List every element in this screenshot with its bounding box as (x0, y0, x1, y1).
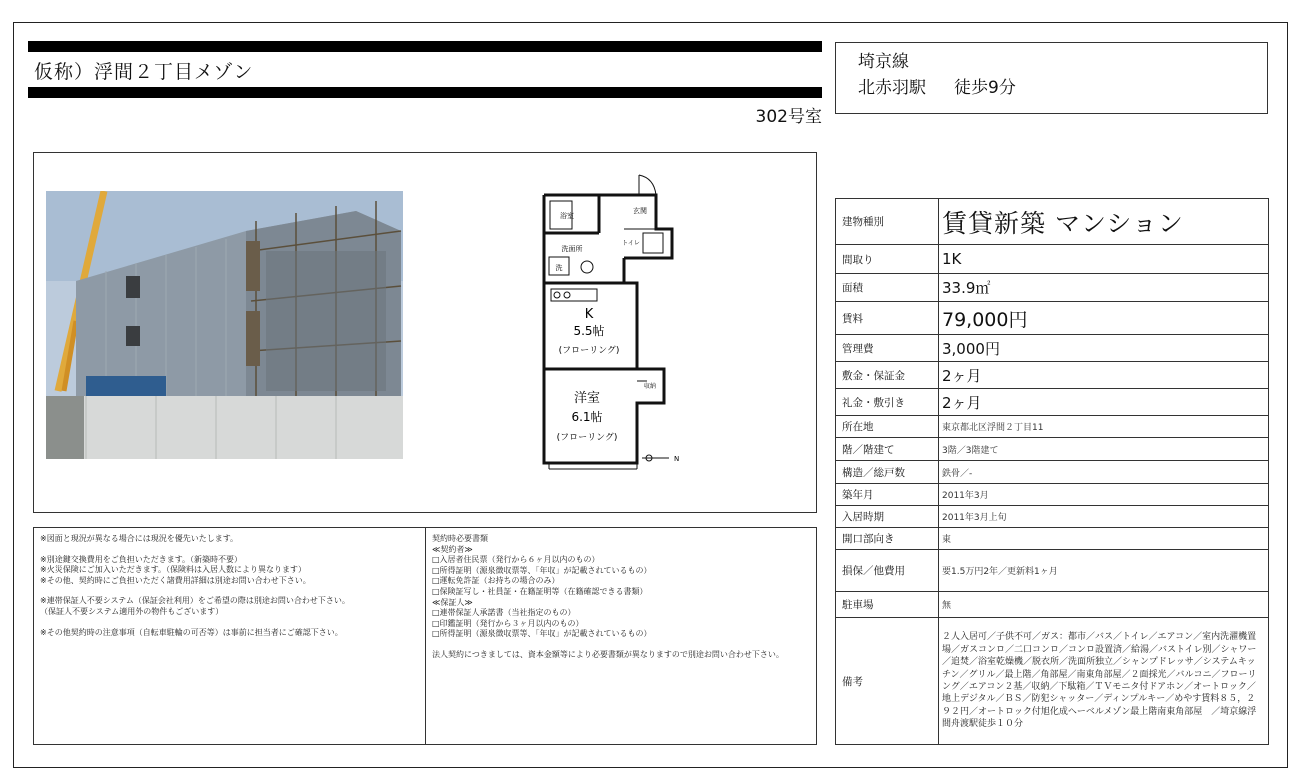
spec-label: 建物種別 (836, 199, 939, 245)
fp-kitchen-floor: (フローリング) (558, 346, 620, 356)
spec-label: 間取り (836, 245, 939, 274)
spec-value-type: 賃貸新築 マンション (939, 199, 1269, 245)
spec-value-built: 2011年3月 (939, 484, 1269, 506)
note-line: □所得証明（源泉徴収票等、「年収」が記載されているもの） (432, 565, 652, 575)
note-line: □入居者住民票（発行から６ヶ月以内のもの） (432, 555, 600, 565)
spec-row-area (836, 274, 1269, 302)
station-name: 北赤羽駅 (858, 78, 926, 98)
spec-label: 面積 (836, 274, 939, 302)
spec-value-structure: 鉄骨／- (939, 461, 1269, 484)
fp-laundry: 洗 (555, 264, 563, 272)
title-bar-top (28, 41, 822, 52)
room-number: 302号室 (755, 107, 822, 127)
spec-value-remarks: ２人入居可／子供不可／ガス：都市／バス／トイレ／エアコン／室内洗濯機置場／ガスコンロ／二口コンロ／コンロ設置済／給湯／バストイレ別／シャワー／追焚／浴室乾燥機／脱衣所／洗面所独立／シャンプドレッサ／システムキッチン／グリル／最上階／角部屋／南東角部屋／２面採光／バルコニ／フローリング／エアコン２基／収納／下駄箱／ＴＶモニタ付ドアホン／オートロック／地上デジタル／ＢＳ／防犯シャッター／ディンプルキー／めやす賃料８５，２９２円／オートロック付旭化成ヘーベルメゾン最上階南東角部屋 ／埼京線浮間舟渡駅徒歩１０分 (939, 618, 1269, 745)
spec-label: 駐車場 (836, 592, 939, 618)
fp-entrance: 玄関 (633, 207, 647, 215)
spec-label: 礼金・敷引き (836, 389, 939, 416)
floor-plan (539, 173, 689, 493)
notes-right (432, 534, 812, 661)
spec-row-keymoney (836, 389, 1269, 416)
spec-row-movein (836, 506, 1269, 528)
spec-label: 賃料 (836, 302, 939, 335)
spec-row-rent (836, 302, 1269, 335)
spec-value-keymoney: 2ヶ月 (939, 389, 1269, 416)
note-line: ※その他、契約時にご負担いただく諸費用詳細は別途お問い合わせ下さい。 (40, 575, 311, 585)
spec-value-deposit: 2ヶ月 (939, 362, 1269, 389)
fp-western-floor: (フローリング) (556, 433, 618, 443)
walk-time: 徒歩9分 (954, 78, 1016, 98)
fp-north: N (674, 455, 680, 463)
fp-western-label: 洋室 (573, 391, 601, 406)
floor-plan-drawing (539, 173, 689, 493)
spec-label: 備考 (836, 618, 939, 745)
spec-row-remarks (836, 618, 1269, 745)
spec-value-mgmt: 3,000円 (939, 335, 1269, 362)
spec-value-layout: 1K (939, 245, 1269, 274)
note-line: □運転免許証（お持ちの場合のみ） (432, 576, 560, 586)
property-title: 仮称）浮間２丁目メゾン (34, 61, 254, 83)
note-line: □印鑑証明（発行から３ヶ月以内のもの） (432, 618, 584, 628)
spec-value-damage: 要1.5万円2年／更新料1ヶ月 (939, 550, 1269, 592)
fp-western-size: 6.1帖 (571, 410, 603, 424)
spec-value-movein: 2011年3月上旬 (939, 506, 1269, 528)
note-line: ≪保証人≫ (432, 597, 473, 607)
spec-row-damage (836, 550, 1269, 592)
spec-label: 築年月 (836, 484, 939, 506)
spec-label: 敷金・保証金 (836, 362, 939, 389)
spec-table (835, 198, 1269, 745)
note-line: □保険証写し・社員証・在籍証明等（在籍確認できる書類） (432, 586, 648, 596)
spec-label: 開口部向き (836, 528, 939, 550)
note-line: ≪契約者≫ (432, 544, 473, 554)
spec-row-address (836, 416, 1269, 438)
spec-value-facing: 東 (939, 528, 1269, 550)
train-line: 埼京線 (858, 52, 909, 72)
fp-storage: 収納 (643, 383, 657, 390)
spec-label: 階／階建て (836, 438, 939, 461)
note-line: □所得証明（源泉徴収票等、「年収」が記載されているもの） (432, 629, 652, 639)
note-line: 法人契約につきましては、資本金額等により必要書類が異なりますので別途お問い合わせ下さい。 (432, 649, 784, 659)
spec-value-address: 東京都北区浮間２丁目11 (939, 416, 1269, 438)
spec-label: 入居時期 (836, 506, 939, 528)
spec-row-floor (836, 438, 1269, 461)
spec-label: 損保／他費用 (836, 550, 939, 592)
spec-row-parking (836, 592, 1269, 618)
spec-row-deposit (836, 362, 1269, 389)
notes-left (40, 534, 420, 638)
fp-kitchen-label: K (584, 307, 594, 322)
spec-value-floor: 3階／3階建て (939, 438, 1269, 461)
fp-toilet: トイレ (622, 240, 640, 247)
building-photo (46, 191, 403, 459)
note-line: ※図面と現況が異なる場合には現況を優先いたします。 (40, 534, 239, 543)
spec-value-rent: 79,000円 (939, 302, 1269, 335)
fp-bath: 浴室 (560, 212, 574, 220)
spec-value-area: 33.9㎡ (939, 274, 1269, 302)
spec-row-built (836, 484, 1269, 506)
notes-panel (33, 527, 817, 745)
fp-kitchen-size: 5.5帖 (573, 324, 605, 338)
note-line: 契約時必要書類 (432, 534, 488, 543)
note-line: □連帯保証人承諾書（当社指定のもの） (432, 608, 576, 618)
spec-row-type (836, 199, 1269, 245)
note-line: ※火災保険にご加入いただきます。（保険料は入居人数により異なります） (40, 565, 307, 575)
notes-divider (425, 528, 426, 744)
access-box (835, 42, 1268, 114)
media-panel (33, 152, 817, 513)
spec-label: 構造／総戸数 (836, 461, 939, 484)
fp-washroom: 洗面所 (561, 245, 583, 253)
station-walk (858, 75, 1267, 101)
spec-row-layout (836, 245, 1269, 274)
note-line: （保証人不要システム適用外の物件もございます） (40, 606, 224, 616)
spec-row-facing (836, 528, 1269, 550)
note-line: ※その他契約時の注意事項（自転車駐輪の可否等）は事前に担当者にご確認下さい。 (40, 627, 343, 637)
spec-label: 管理費 (836, 335, 939, 362)
title-bar-bottom (28, 87, 822, 98)
spec-label: 所在地 (836, 416, 939, 438)
spec-value-parking: 無 (939, 592, 1269, 618)
spec-row-mgmt (836, 335, 1269, 362)
note-line: ※別途鍵交換費用をご負担いただきます。（新築時不要） (40, 554, 243, 564)
building-photo-illustration (46, 191, 403, 459)
note-line: ※連帯保証人不要システム（保証会社利用）をご希望の際は別途お問い合わせ下さい。 (40, 596, 350, 606)
spec-row-structure (836, 461, 1269, 484)
